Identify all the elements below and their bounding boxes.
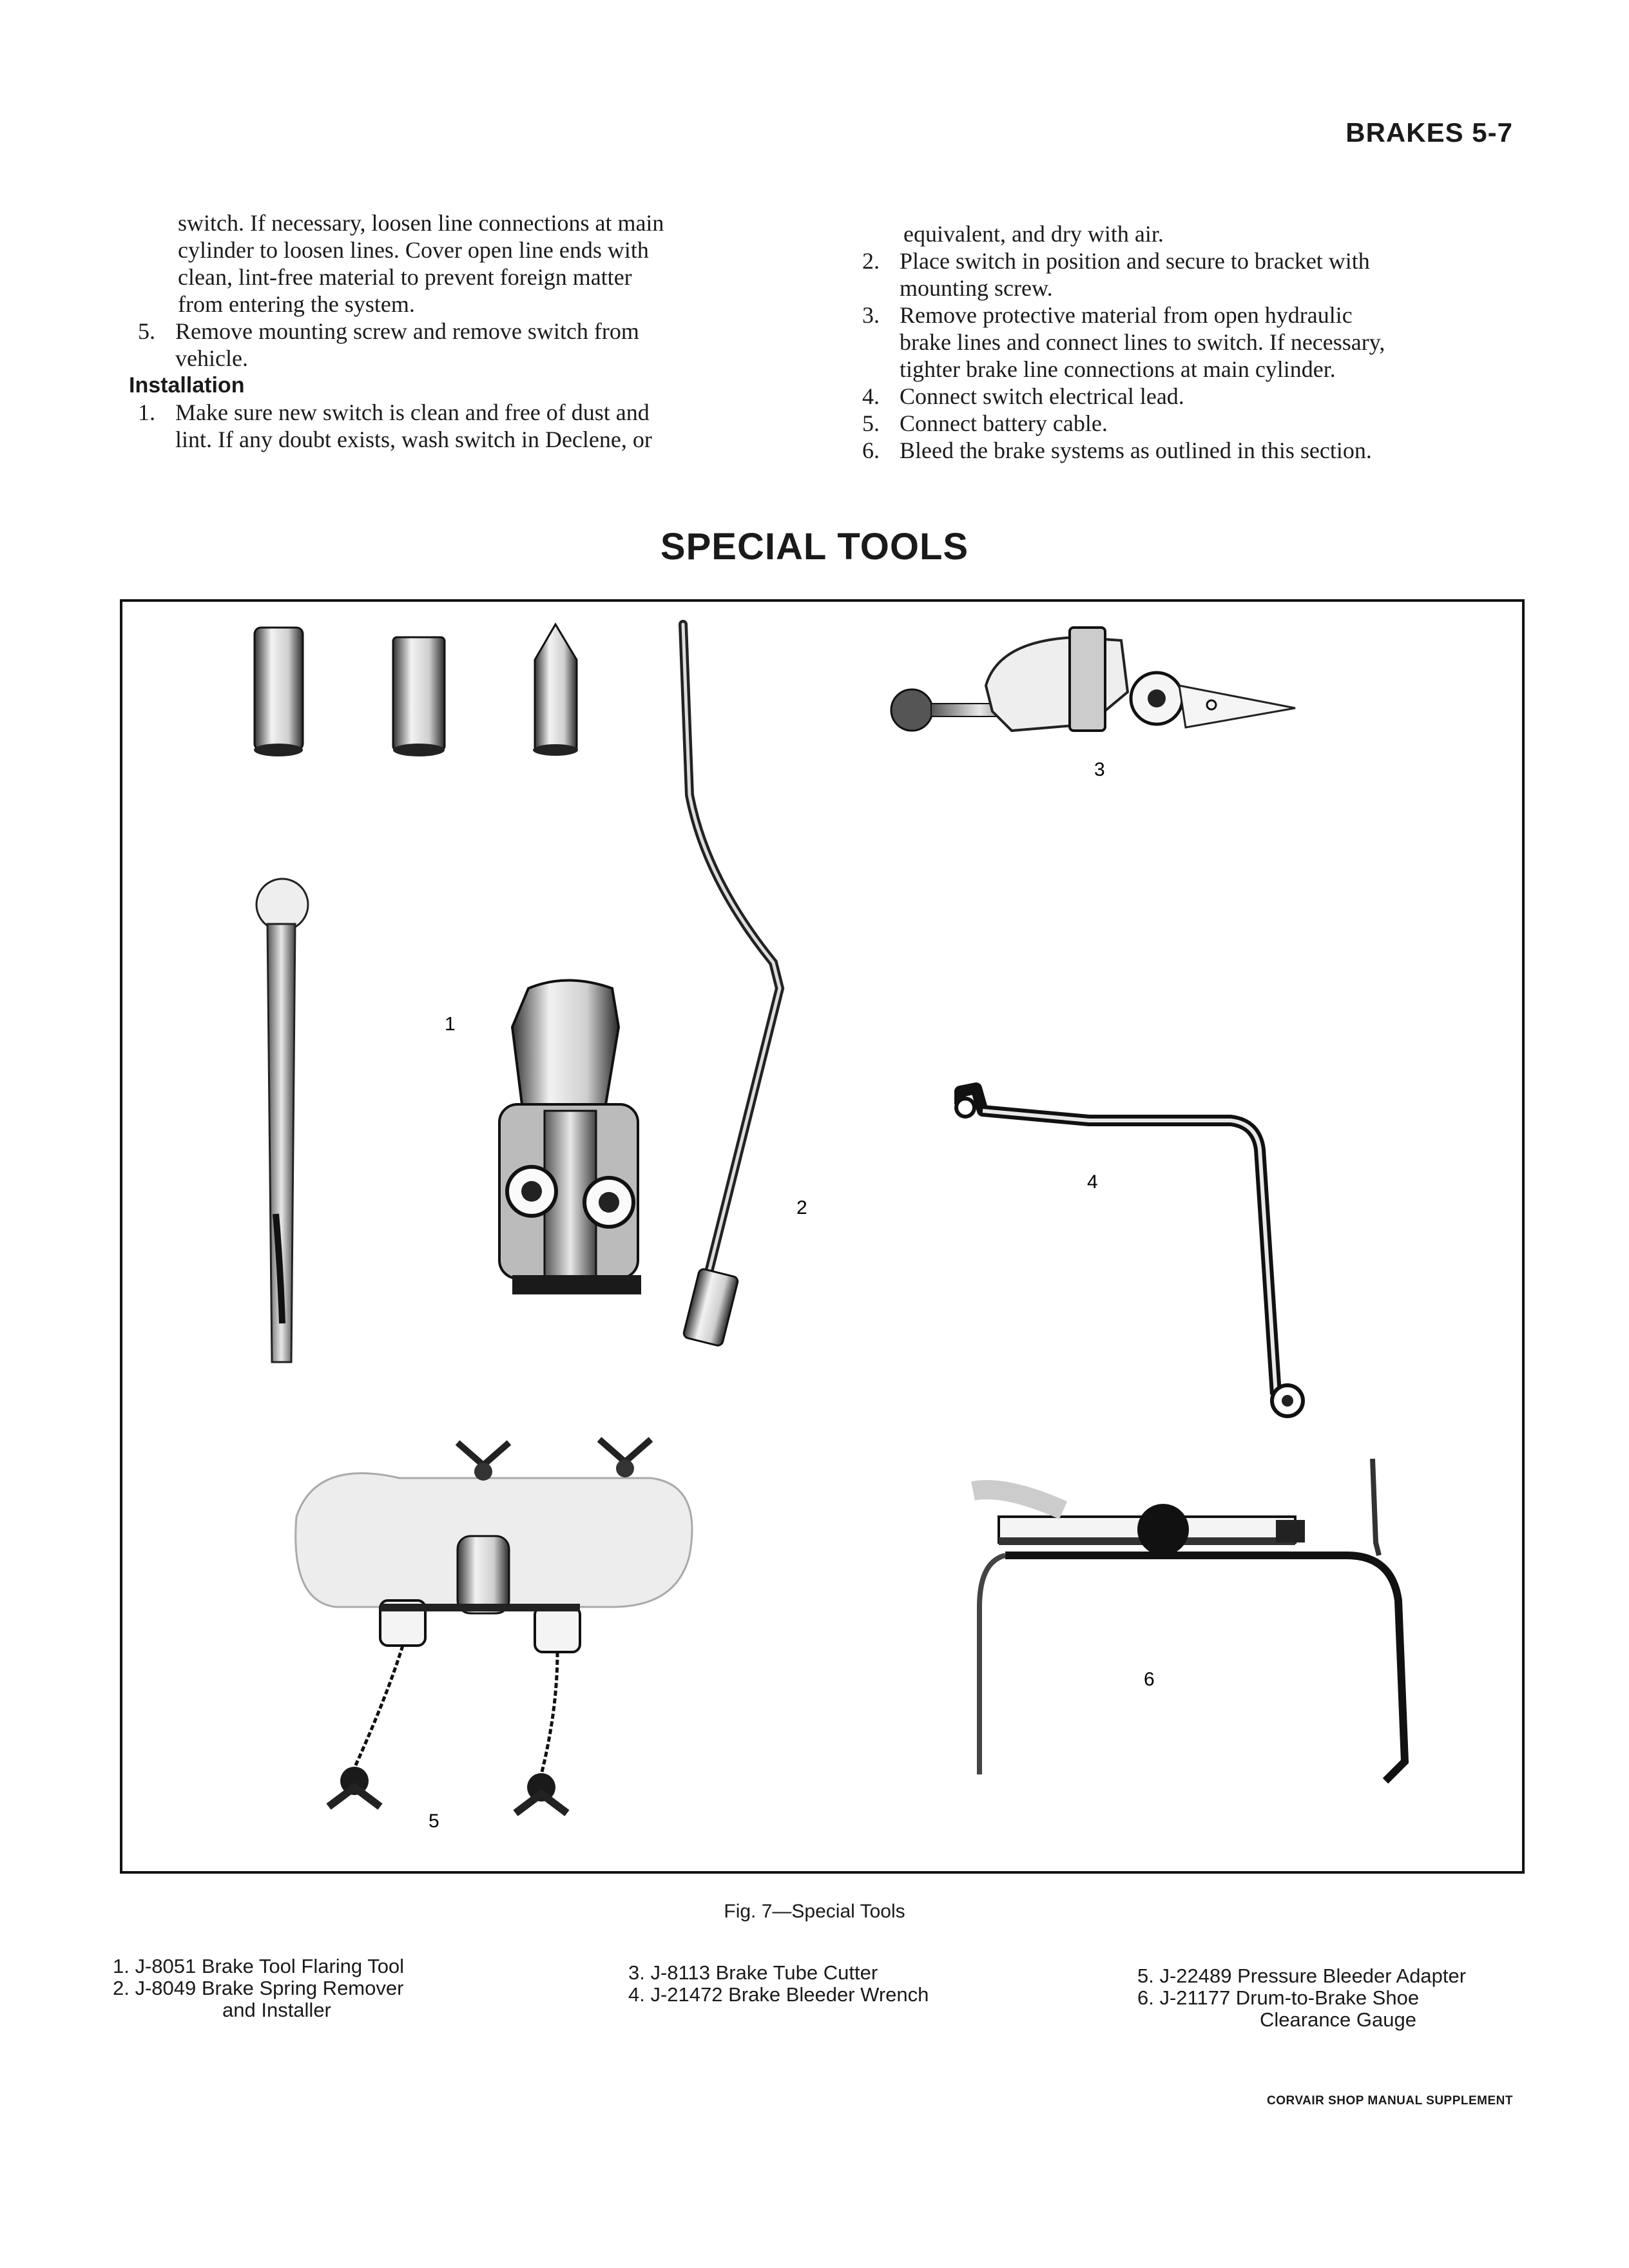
text-line: mounting screw. <box>900 275 1053 301</box>
figure-label-5: 5 <box>429 1811 439 1832</box>
list-item <box>862 410 1519 437</box>
adapter-2 <box>393 637 445 756</box>
figure-label-2: 2 <box>796 1197 807 1218</box>
flaring-yoke <box>499 981 641 1295</box>
text-line: Place switch in position and secure to bracket with <box>900 248 1370 274</box>
right-text-column <box>862 220 1519 464</box>
text-line: switch. If necessary, loosen line connections at main <box>178 210 664 236</box>
list-item <box>862 437 1519 464</box>
list-number: 1. <box>138 399 155 425</box>
text-line: Connect switch electrical lead. <box>900 383 1184 409</box>
text-line: Remove mounting screw and remove switch from <box>175 318 639 344</box>
flaring-tool-drawing <box>254 624 641 1362</box>
list-item <box>138 318 795 372</box>
legend-item-continuation: and Installer <box>222 1999 331 2021</box>
figure-label-3: 3 <box>1094 759 1105 780</box>
text-line: brake lines and connect lines to switch. If necessary, <box>900 329 1385 355</box>
bleeder-adapter-drawing <box>296 1439 692 1813</box>
figure-caption: Fig. 7—Special Tools <box>724 1901 905 1922</box>
text-line: Make sure new switch is clean and free of dust and <box>175 399 650 425</box>
adapter-1 <box>254 628 303 756</box>
list-item <box>862 383 1519 410</box>
figure-label-4: 4 <box>1087 1171 1098 1193</box>
spring-remover-drawing <box>683 624 780 1347</box>
legend-item: 1. J-8051 Brake Tool Flaring Tool <box>113 1955 405 1977</box>
text-line: from entering the system. <box>178 291 415 317</box>
legend-column-1 <box>113 1956 404 2021</box>
legend-item: 6. J-21177 Drum-to-Brake Shoe <box>1137 1986 1420 2009</box>
list-item <box>862 247 1519 302</box>
list-number: 2. <box>862 248 880 274</box>
text-line: Connect battery cable. <box>900 410 1108 436</box>
tube-cutter-drawing <box>891 628 1295 731</box>
left-text-column <box>129 209 795 453</box>
list-number: 3. <box>862 302 880 328</box>
subheading-installation: Installation <box>129 373 245 398</box>
continued-paragraph <box>138 209 795 318</box>
list-item <box>862 302 1519 383</box>
text-line: equivalent, and dry with air. <box>903 221 1164 247</box>
legend-item-continuation: Clearance Gauge <box>1260 2008 1416 2031</box>
text-line: tighter brake line connections at main cylinder. <box>900 356 1336 382</box>
list-number: 5. <box>862 410 880 436</box>
text-line: Bleed the brake systems as outlined in this section. <box>900 437 1372 463</box>
section-title: SPECIAL TOOLS <box>660 526 969 568</box>
legend-column-2 <box>628 1962 929 2006</box>
list-number: 4. <box>862 383 880 409</box>
legend-item: 4. J-21472 Brake Bleeder Wrench <box>628 1983 929 2006</box>
special-tools-figure <box>120 599 1525 1874</box>
text-line: lint. If any doubt exists, wash switch in Declene, or <box>175 427 652 452</box>
text-line: Remove protective material from open hydraulic <box>900 302 1353 328</box>
legend-column-3 <box>1137 1965 1466 2031</box>
figure-label-1: 1 <box>445 1014 456 1035</box>
flaring-rod <box>256 879 308 1362</box>
list-number: 6. <box>862 437 880 463</box>
text-line: cylinder to loosen lines. Cover open line ends with <box>178 237 649 263</box>
list-number: 5. <box>138 318 155 344</box>
text-line: vehicle. <box>175 345 248 371</box>
page-footer: CORVAIR SHOP MANUAL SUPPLEMENT <box>1266 2094 1513 2108</box>
page-header: BRAKES 5-7 <box>1345 117 1513 148</box>
legend-item: 2. J-8049 Brake Spring Remover <box>113 1977 404 1999</box>
list-item <box>138 399 795 453</box>
clearance-gauge-drawing <box>973 1459 1405 1781</box>
legend-item: 5. J-22489 Pressure Bleeder Adapter <box>1137 1965 1467 1987</box>
text-line: clean, lint-free material to prevent foreign matter <box>178 264 632 290</box>
figure-label-6: 6 <box>1144 1669 1155 1690</box>
tools-illustration <box>122 602 1522 1871</box>
adapter-3 <box>533 624 578 756</box>
legend-item: 3. J-8113 Brake Tube Cutter <box>628 1961 878 1984</box>
bleeder-wrench-drawing <box>956 1088 1303 1416</box>
